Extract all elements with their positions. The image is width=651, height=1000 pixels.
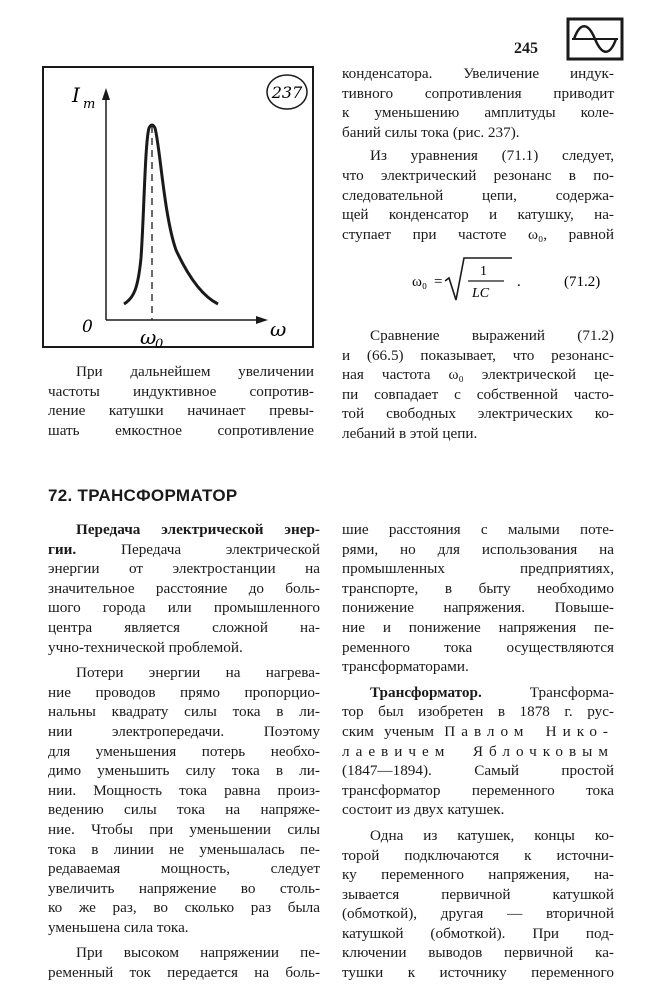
y-axis-label: I bbox=[72, 83, 80, 107]
text-line: конденсатора. Увеличение индук- bbox=[342, 65, 614, 82]
text-line: Сравнение выражений (71.2) bbox=[370, 327, 614, 344]
text-line: шие расстояния с малыми поте- bbox=[342, 521, 614, 538]
text-line: пи совпадает с собственной часто- bbox=[342, 385, 614, 403]
text-line: уменьшена сила тока. bbox=[48, 918, 189, 936]
text-line: ку переменного напряжения, на- bbox=[342, 866, 614, 884]
y-axis-arrow bbox=[102, 88, 110, 100]
right-column-top bbox=[342, 64, 614, 244]
text-line: той свободных электрических ко- bbox=[342, 405, 614, 423]
text-line: промышленных предприятиях, bbox=[342, 560, 614, 578]
text-line: шать емкостное сопротивление bbox=[48, 421, 314, 439]
text-line: ременный ток передается на боль- bbox=[48, 964, 320, 982]
origin-label: 0 bbox=[82, 317, 93, 337]
text-line: тушки к источнику переменного bbox=[342, 964, 614, 982]
paragraph-transformer bbox=[342, 683, 614, 820]
text-line: транспорте, в быту необходимо bbox=[342, 579, 614, 597]
text-line: ная частота ω₀ электрической це- bbox=[342, 366, 614, 384]
text-line: Потери энергии на нагрева- bbox=[76, 664, 320, 682]
text-line: трансформаторами. bbox=[342, 658, 469, 676]
paragraph-coils bbox=[342, 826, 614, 983]
right-column-middle bbox=[342, 326, 614, 444]
text-line: для уменьшения потерь необхо- bbox=[48, 742, 320, 760]
right-column-bottom bbox=[342, 520, 614, 983]
paragraph-continuation bbox=[342, 64, 614, 142]
text-line: ние проводов прямо пропорцио- bbox=[48, 683, 320, 701]
formula-equals: = bbox=[434, 274, 443, 290]
page-number: 245 bbox=[514, 40, 538, 57]
resonance-frequency-label: ω bbox=[140, 325, 157, 348]
text-line: следовательной цепи, содержа- bbox=[342, 186, 614, 204]
text-line: торой подключаются к источни- bbox=[342, 846, 614, 864]
figure-number: 237 bbox=[271, 83, 303, 102]
text-line: значительное расстояние до боль- bbox=[48, 579, 320, 597]
text-line: димо уменьшить силу тока в ли- bbox=[48, 762, 320, 780]
formula-period: . bbox=[517, 274, 521, 290]
x-axis-label: ω bbox=[270, 317, 287, 341]
subheading-energy-transmission-end: гии. bbox=[48, 540, 77, 558]
text-line: ко же раз, во сколько раз была bbox=[48, 899, 320, 917]
text-line: зывается первичной катушкой bbox=[342, 885, 614, 903]
inventor-name: Павлом Нико- bbox=[444, 722, 614, 740]
text-line: понижение напряжения. Повыше- bbox=[342, 599, 614, 617]
text-line: ведению силы тока на напряже- bbox=[48, 801, 320, 819]
text-line: энергии от электростанции на bbox=[48, 560, 320, 578]
section-heading: 72. ТРАНСФОРМАТОР bbox=[48, 486, 238, 505]
paragraph-high-voltage bbox=[48, 943, 320, 982]
paragraph-energy-transmission bbox=[48, 520, 320, 657]
text-line: центра является сложной на- bbox=[48, 618, 320, 636]
text-run: Передача электрической bbox=[76, 540, 320, 558]
left-column-bottom bbox=[48, 520, 320, 983]
text-line: катушкой (обмоткой). При под- bbox=[342, 924, 614, 942]
resonance-frequency-subscript: 0 bbox=[155, 337, 164, 348]
text-line: учно-технической проблемой. bbox=[48, 638, 243, 656]
formula-number: (71.2) bbox=[564, 274, 601, 290]
text-line: ключении выводов первичной ка- bbox=[342, 944, 614, 962]
inventor-name-continued: лаевичем Яблочковым bbox=[342, 742, 614, 760]
formula-lhs: ω₀ bbox=[412, 274, 428, 290]
text-line: трансформатор переменного тока bbox=[342, 781, 614, 799]
text-line: частоты индуктивное сопротив- bbox=[48, 382, 314, 400]
paragraph-resonance bbox=[342, 146, 614, 244]
sine-wave-in-box-icon bbox=[566, 16, 624, 62]
formula-71-2 bbox=[412, 250, 618, 310]
text-line: и (66.5) показывает, что резонанс- bbox=[342, 346, 614, 364]
text-line: рями, но для использования на bbox=[342, 540, 614, 558]
x-axis-arrow bbox=[256, 316, 268, 324]
text-line: При высоком напряжении пе- bbox=[76, 944, 320, 962]
text-line: лебаний в этой цепи. bbox=[342, 424, 478, 442]
text-line: нии электропередачи. Поэтому bbox=[48, 722, 320, 740]
text-line: тока в линии не уменьшалась пе- bbox=[48, 840, 320, 858]
text-line: Из уравнения (71.1) следует, bbox=[370, 147, 614, 165]
left-column-middle bbox=[48, 362, 314, 440]
resonance-curve bbox=[124, 125, 218, 304]
y-axis-label-subscript: m bbox=[83, 97, 96, 112]
text-line: баний силы тока (рис. 237). bbox=[342, 123, 520, 141]
resonance-curve-figure bbox=[42, 66, 314, 348]
text-line: щей конденсатор и катушку, на- bbox=[342, 206, 614, 224]
text-line: ступает при частоте ω₀, равной bbox=[342, 225, 614, 243]
text-line: ременного тока осуществляются bbox=[342, 638, 614, 656]
text-line: ние и понижение напряжения пе- bbox=[342, 618, 614, 636]
text-line: состоит из двух катушек. bbox=[342, 801, 505, 819]
text-line: редаваемая мощность, следует bbox=[48, 860, 320, 878]
paragraph-energy-losses bbox=[48, 663, 320, 937]
text-line: нальны квадрату силы тока в ли- bbox=[48, 703, 320, 721]
formula-denominator: LC bbox=[472, 286, 490, 301]
text-line: ние. Чтобы при уменьшении силы bbox=[48, 820, 320, 838]
text-run: ским ученым bbox=[342, 722, 445, 740]
text-line: нии. Мощность тока равна произ- bbox=[48, 781, 320, 799]
text-line: Одна из катушек, концы ко- bbox=[370, 826, 614, 844]
text-run: Трансформа- bbox=[481, 683, 614, 701]
subheading-energy-transmission: Передача электрической энер- bbox=[76, 521, 320, 538]
text-line: (обмоткой), другая — вторичной bbox=[342, 905, 614, 923]
text-line: тор был изобретен в 1878 г. рус- bbox=[342, 703, 614, 721]
text-line: что электрический резонанс в по- bbox=[342, 166, 614, 184]
text-line: тивного сопротивления приводит bbox=[342, 84, 614, 102]
text-line: шого города или промышленного bbox=[48, 599, 320, 617]
text-line: (1847—1894). Самый простой bbox=[342, 762, 614, 780]
paragraph-voltage-change bbox=[342, 520, 614, 677]
subheading-transformer: Трансформатор. bbox=[370, 683, 482, 701]
text-line: к уменьшению амплитуды коле- bbox=[342, 104, 614, 122]
text-line: увеличить напряжение во столь- bbox=[48, 879, 320, 897]
text-line: При дальнейшем увеличении bbox=[76, 363, 314, 380]
text-line: ление катушки начинает превы- bbox=[48, 402, 314, 420]
formula-numerator: 1 bbox=[480, 264, 487, 279]
